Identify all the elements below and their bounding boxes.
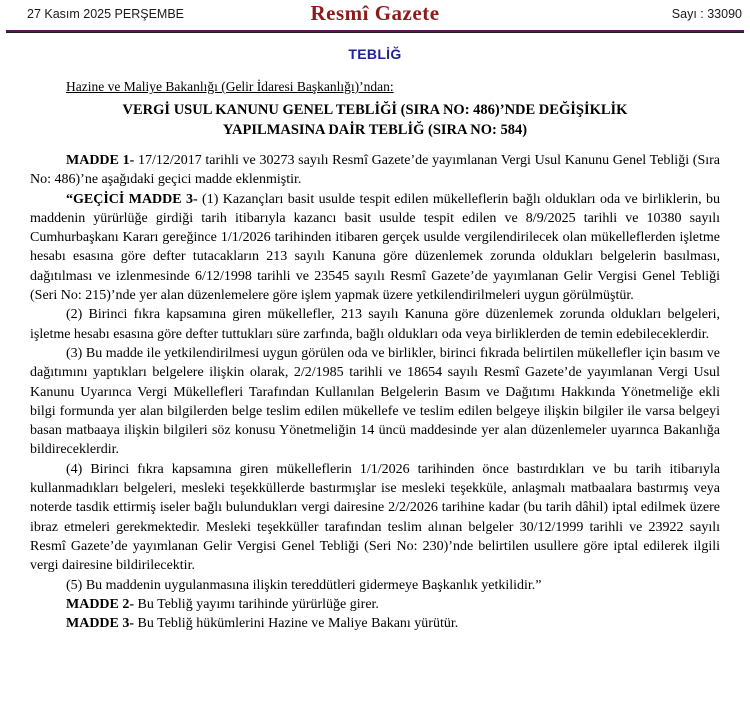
paragraph-fikra-5 — [30, 576, 720, 595]
paragraph-lead: MADDE 3- — [66, 616, 135, 632]
paragraph-text: (3) Bu madde ile yetkilendirilmesi uygun görülen oda ve birlikler, birinci fıkrada belirtilen mükellefler için basım ve dağıtımını yaptıkları belgelere ilişkin olarak, 2/2/1985 tarihli ve 18654 sayılı Resmî Gazete’de yayımlanan Vergi Usul Kanunu Uyarınca Vergi Mükellefleri Tarafından Kullanılan Belgelerin Basım ve Dağıtımı Hakkında Yönetmeliğe ekli bilgi formunda yer alan bilgilerden belge teslim edilen mükellefe ve teslim edilen belgeye ilişkin bilgiler ile varsa belgeyi basan matbaaya ilişkin bilgileri söz konusu Yönetmeliğin 14 üncü maddesinde yer alan düzenlemeler uyarınca Bakanlığa bildireceklerdir. — [30, 345, 720, 458]
paragraph-madde-1 — [30, 151, 720, 190]
divider-thin-line — [6, 32, 744, 33]
masthead — [0, 0, 750, 30]
paragraph-fikra-2 — [30, 305, 720, 344]
section-label: TEBLİĞ — [348, 46, 402, 62]
paragraph-fikra-3 — [30, 344, 720, 460]
gazette-title: Resmî Gazete — [310, 1, 440, 25]
paragraph-fikra-4 — [30, 460, 720, 576]
issue-number: Sayı : 33090 — [671, 7, 742, 21]
notice-body — [30, 151, 720, 633]
notice-title-line-1: VERGİ USUL KANUNU GENEL TEBLİĞİ (SIRA NO: 486)’NDE DEĞİŞİKLİK — [122, 102, 628, 118]
notice-title-line-2: YAPILMASINA DAİR TEBLİĞ (SIRA NO: 584) — [222, 122, 528, 138]
paragraph-text: (5) Bu maddenin uygulanmasına ilişkin tereddütleri gidermeye Başkanlık yetkilidir.” — [66, 577, 542, 593]
paragraph-text: 17/12/2017 tarihli ve 30273 sayılı Resmî Gazete’de yayımlanan Vergi Usul Kanunu Genel Tebliği (Sıra No: 486)’ne aşağıdaki geçici madde eklenmiştir. — [30, 153, 720, 188]
masthead-date: 27 Kasım 2025 PERŞEMBE — [27, 7, 185, 21]
paragraph-text: (4) Birinci fıkra kapsamına giren mükelleflerin 1/1/2026 tarihinden önce bastırdıkları ve bu tarih itibarıyla kullanmadıkları belgeleri, mesleki teşekküllerde bastırmışlar ise mesleki teşekküle, anlaşmalı matbaalara bastırmış veya noterde tasdik ettirmiş iseler bağlı bulundukları vergi dairesine 2/2/2026 tarihine kadar (bu tarih dâhil) iptal edilmek üzere ibraz etmeleri gerekmektedir. Mesleki teşekküller tarafından teslim alınan belgeler 30/12/1999 tarihli ve 23922 sayılı Resmî Gazete’de yayımlanan Gelir Vergisi Genel Tebliği (Seri No: 230)’nde belirtilen usullere göre iptal edilerek ilgili vergi dairesine bildirilecektir. — [30, 461, 720, 574]
notice-title — [30, 100, 720, 140]
paragraph-gecici-madde-3-fikra-1 — [30, 190, 720, 306]
paragraph-lead: “GEÇİCİ MADDE 3- — [66, 191, 198, 207]
paragraph-lead: MADDE 1- — [66, 153, 135, 168]
authority-heading: Hazine ve Maliye Bakanlığı (Gelir İdaresi Başkanlığı)’ndan: — [66, 79, 394, 94]
paragraph-text: Bu Tebliğ yayımı tarihinde yürürlüğe girer. — [134, 596, 379, 612]
masthead-divider — [6, 30, 744, 33]
notice-content — [0, 79, 750, 633]
paragraph-lead: MADDE 2- — [66, 596, 135, 612]
paragraph-text: Bu Tebliğ hükümlerini Hazine ve Maliye Bakanı yürütür. — [134, 616, 459, 632]
paragraph-text: (1) Kazançları basit usulde tespit edilen mükelleflerin bağlı oldukları oda ve birliklerin, bu maddenin yürürlüğe girdiği tarih itibarıyla kazancı basit usulde tespit edilen ve 8/9/2025 tarihli ve 10380 sayılı Cumhurbaşkanı Kararı gereğince 1/1/2026 tarihinden itibaren gerçek usulde vergilendirilecek olan mükelleflerden işletme hesabı esasına göre defter tutacakların 213 sayılı Kanuna göre düzenlemek zorunda oldukları belgelerin basılması, dağıtılması ve izlenmesinde 6/12/1998 tarihli ve 23545 sayılı Resmî Gazete’de yayımlanan Gelir Vergisi Genel Tebliği (Seri No: 215)’nde yer alan düzenlemelere göre işlem yapmak üzere yetkilendirilmeleri uygun görülmüştür. — [30, 191, 721, 304]
paragraph-madde-2 — [30, 595, 720, 614]
paragraph-text: (2) Birinci fıkra kapsamına giren mükellefler, 213 sayılı Kanuna göre düzenlemek zorunda oldukları belgeleri, işletme hesabı esasına göre defter tuttukları süre zarfında, bağlı oldukları oda veya birliklerden de temin edebileceklerdir. — [30, 307, 720, 342]
paragraph-madde-3 — [30, 614, 720, 633]
